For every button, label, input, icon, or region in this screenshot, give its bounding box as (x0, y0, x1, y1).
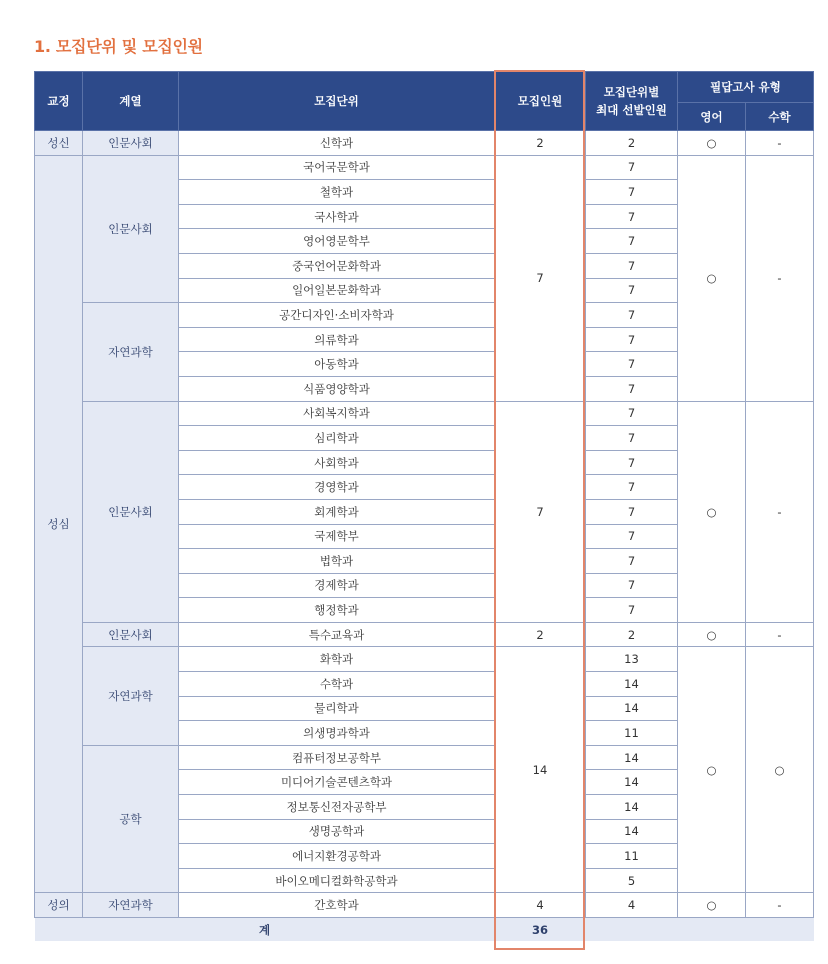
max-selection-cell: 14 (586, 672, 678, 697)
unit-cell: 일어일본문화학과 (179, 278, 495, 303)
unit-cell: 경제학과 (179, 573, 495, 598)
unit-cell: 철학과 (179, 180, 495, 205)
unit-cell: 에너지환경공학과 (179, 844, 495, 869)
table-row (35, 622, 814, 647)
quota-cell: 7 (495, 155, 586, 401)
category-cell: 공학 (83, 745, 179, 893)
unit-cell: 사회복지학과 (179, 401, 495, 426)
max-selection-cell: 7 (586, 549, 678, 574)
header-unit: 모집단위 (179, 72, 495, 131)
total-empty-exam (678, 918, 814, 942)
unit-cell: 화학과 (179, 647, 495, 672)
unit-cell: 공간디자인·소비자학과 (179, 303, 495, 328)
max-selection-cell: 7 (586, 426, 678, 451)
math-exam-cell: - (746, 401, 814, 622)
unit-cell: 간호학과 (179, 893, 495, 918)
unit-cell: 바이오메디컬화학공학과 (179, 868, 495, 893)
math-exam-cell: ○ (746, 647, 814, 893)
total-empty-max (586, 918, 678, 942)
max-selection-cell: 14 (586, 795, 678, 820)
category-cell: 자연과학 (83, 893, 179, 918)
table-row (35, 155, 814, 180)
max-selection-cell: 2 (586, 622, 678, 647)
max-selection-cell: 7 (586, 180, 678, 205)
unit-cell: 국어국문학과 (179, 155, 495, 180)
total-label: 계 (35, 918, 495, 942)
unit-cell: 미디어기술콘텐츠학과 (179, 770, 495, 795)
unit-cell: 특수교육과 (179, 622, 495, 647)
total-quota: 36 (495, 918, 586, 942)
unit-cell: 의생명과학과 (179, 721, 495, 746)
table-body (35, 131, 814, 918)
max-selection-cell: 7 (586, 450, 678, 475)
admission-table (34, 71, 814, 941)
unit-cell: 정보통신전자공학부 (179, 795, 495, 820)
unit-cell: 행정학과 (179, 598, 495, 623)
max-selection-cell: 7 (586, 278, 678, 303)
unit-cell: 국사학과 (179, 204, 495, 229)
unit-cell: 아동학과 (179, 352, 495, 377)
unit-cell: 법학과 (179, 549, 495, 574)
unit-cell: 물리학과 (179, 696, 495, 721)
table-header (35, 72, 814, 131)
english-exam-cell: ○ (678, 893, 746, 918)
english-exam-cell: ○ (678, 155, 746, 401)
max-selection-cell: 2 (586, 131, 678, 156)
header-max-line1: 모집단위별 (603, 85, 660, 99)
unit-cell: 중국언어문화학과 (179, 253, 495, 278)
max-selection-cell: 14 (586, 696, 678, 721)
english-exam-cell: ○ (678, 131, 746, 156)
category-cell: 인문사회 (83, 131, 179, 156)
header-category: 계열 (83, 72, 179, 131)
header-max-line2: 최대 선발인원 (596, 103, 667, 117)
max-selection-cell: 14 (586, 819, 678, 844)
header-exam-type: 필답고사 유형 (678, 72, 814, 103)
max-selection-cell: 7 (586, 204, 678, 229)
campus-cell: 성의 (35, 893, 83, 918)
math-exam-cell: - (746, 893, 814, 918)
max-selection-cell: 11 (586, 721, 678, 746)
header-quota: 모집인원 (495, 72, 586, 131)
header-max-selection (586, 72, 678, 131)
max-selection-cell: 11 (586, 844, 678, 869)
unit-cell: 생명공학과 (179, 819, 495, 844)
total-row (35, 918, 814, 942)
header-math: 수학 (746, 103, 814, 131)
max-selection-cell: 7 (586, 499, 678, 524)
unit-cell: 신학과 (179, 131, 495, 156)
max-selection-cell: 7 (586, 573, 678, 598)
category-cell: 인문사회 (83, 155, 179, 303)
max-selection-cell: 7 (586, 598, 678, 623)
english-exam-cell: ○ (678, 622, 746, 647)
math-exam-cell: - (746, 155, 814, 401)
quota-cell: 7 (495, 401, 586, 622)
max-selection-cell: 13 (586, 647, 678, 672)
max-selection-cell: 7 (586, 475, 678, 500)
section-title: 1. 모집단위 및 모집인원 (34, 37, 203, 56)
category-cell: 인문사회 (83, 622, 179, 647)
category-cell: 자연과학 (83, 303, 179, 401)
category-cell: 인문사회 (83, 401, 179, 622)
max-selection-cell: 7 (586, 253, 678, 278)
max-selection-cell: 7 (586, 401, 678, 426)
unit-cell: 수학과 (179, 672, 495, 697)
table-footer (35, 918, 814, 942)
unit-cell: 회계학과 (179, 499, 495, 524)
quota-cell: 2 (495, 622, 586, 647)
admission-table-container (34, 71, 813, 941)
english-exam-cell: ○ (678, 401, 746, 622)
unit-cell: 식품영양학과 (179, 376, 495, 401)
unit-cell: 사회학과 (179, 450, 495, 475)
category-cell: 자연과학 (83, 647, 179, 745)
max-selection-cell: 7 (586, 327, 678, 352)
max-selection-cell: 7 (586, 155, 678, 180)
campus-cell: 성신 (35, 131, 83, 156)
max-selection-cell: 14 (586, 745, 678, 770)
unit-cell: 심리학과 (179, 426, 495, 451)
header-english: 영어 (678, 103, 746, 131)
unit-cell: 컴퓨터정보공학부 (179, 745, 495, 770)
table-row (35, 647, 814, 672)
quota-cell: 14 (495, 647, 586, 893)
campus-cell: 성심 (35, 155, 83, 893)
max-selection-cell: 7 (586, 524, 678, 549)
max-selection-cell: 7 (586, 229, 678, 254)
max-selection-cell: 7 (586, 352, 678, 377)
unit-cell: 국제학부 (179, 524, 495, 549)
quota-cell: 4 (495, 893, 586, 918)
table-row (35, 893, 814, 918)
max-selection-cell: 4 (586, 893, 678, 918)
math-exam-cell: - (746, 131, 814, 156)
max-selection-cell: 7 (586, 303, 678, 328)
unit-cell: 경영학과 (179, 475, 495, 500)
english-exam-cell: ○ (678, 647, 746, 893)
quota-cell: 2 (495, 131, 586, 156)
max-selection-cell: 5 (586, 868, 678, 893)
table-row (35, 131, 814, 156)
unit-cell: 영어영문학부 (179, 229, 495, 254)
header-campus: 교정 (35, 72, 83, 131)
table-row (35, 401, 814, 426)
max-selection-cell: 7 (586, 376, 678, 401)
math-exam-cell: - (746, 622, 814, 647)
unit-cell: 의류학과 (179, 327, 495, 352)
max-selection-cell: 14 (586, 770, 678, 795)
